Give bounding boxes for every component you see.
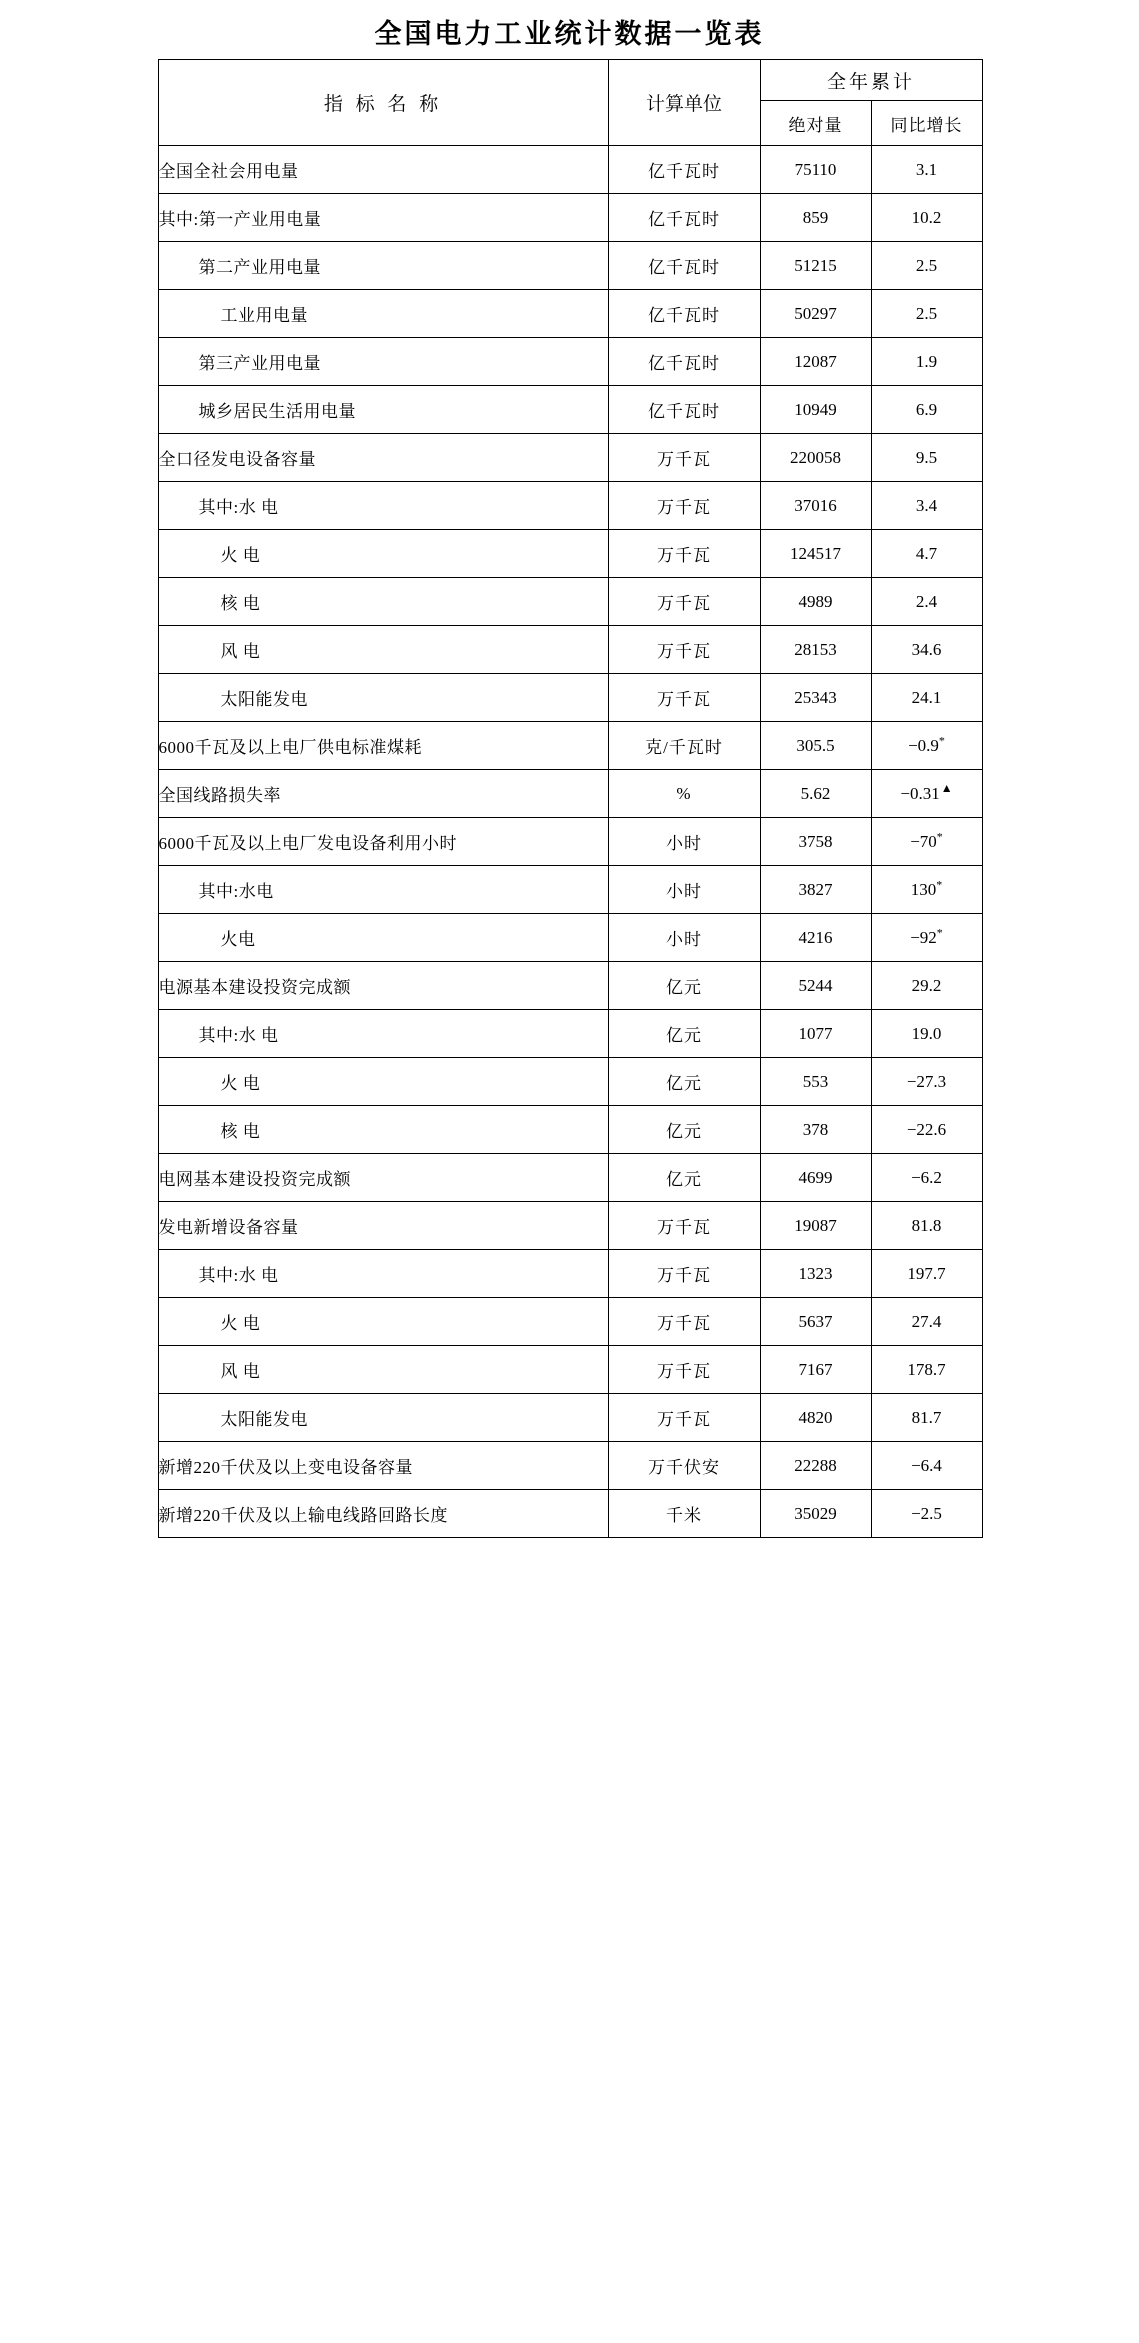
table-row — [158, 962, 982, 1010]
table-row — [158, 1058, 982, 1106]
indicator-name-cell: 太阳能发电 — [158, 674, 608, 722]
indicator-name-cell: 风 电 — [158, 626, 608, 674]
yoy-value: −6.4 — [911, 1455, 942, 1475]
absolute-value-cell: 220058 — [760, 434, 871, 482]
absolute-value-cell: 378 — [760, 1106, 871, 1154]
table-row — [158, 722, 982, 770]
yoy-value-cell — [871, 1202, 982, 1250]
unit-cell: 亿元 — [608, 1154, 760, 1202]
table-row — [158, 818, 982, 866]
table-row — [158, 1490, 982, 1538]
indicator-name-cell: 6000千瓦及以上电厂供电标准煤耗 — [158, 722, 608, 770]
unit-cell: 亿元 — [608, 962, 760, 1010]
unit-cell: 万千瓦 — [608, 482, 760, 530]
absolute-value-cell: 3758 — [760, 818, 871, 866]
yoy-value: −70 — [910, 831, 937, 851]
yoy-value-cell — [871, 1010, 982, 1058]
absolute-value-cell: 22288 — [760, 1442, 871, 1490]
absolute-value-cell: 4216 — [760, 914, 871, 962]
unit-cell: % — [608, 770, 760, 818]
yoy-value: 2.4 — [915, 591, 938, 611]
yoy-value: −92 — [910, 927, 937, 947]
unit-cell: 万千瓦 — [608, 1298, 760, 1346]
absolute-value-cell: 305.5 — [760, 722, 871, 770]
indicator-name-cell: 其中:水 电 — [158, 1010, 608, 1058]
unit-cell: 亿元 — [608, 1106, 760, 1154]
indicator-name-cell: 其中:水 电 — [158, 482, 608, 530]
asterisk-marker-icon: * — [936, 828, 943, 843]
yoy-value-cell — [871, 338, 982, 386]
yoy-value-cell — [871, 482, 982, 530]
unit-cell: 亿元 — [608, 1010, 760, 1058]
absolute-value-cell: 28153 — [760, 626, 871, 674]
indicator-name-cell: 火 电 — [158, 1298, 608, 1346]
table-row — [158, 770, 982, 818]
yoy-value-cell — [871, 146, 982, 194]
table-row — [158, 1106, 982, 1154]
yoy-value-cell — [871, 194, 982, 242]
table-row — [158, 338, 982, 386]
yoy-value: 27.4 — [911, 1311, 942, 1331]
statistics-table-wrapper — [158, 59, 982, 1538]
unit-cell: 万千瓦 — [608, 674, 760, 722]
table-row — [158, 146, 982, 194]
absolute-value-cell: 10949 — [760, 386, 871, 434]
table-header — [158, 60, 982, 146]
table-row — [158, 866, 982, 914]
indicator-name-cell: 电网基本建设投资完成额 — [158, 1154, 608, 1202]
column-header-indicator: 指 标 名 称 — [158, 60, 608, 146]
absolute-value-cell: 4820 — [760, 1394, 871, 1442]
yoy-value-cell — [871, 674, 982, 722]
table-row — [158, 1154, 982, 1202]
page-title: 全国电力工业统计数据一览表 — [374, 19, 765, 49]
absolute-value-cell: 35029 — [760, 1490, 871, 1538]
indicator-name-cell: 火电 — [158, 914, 608, 962]
yoy-value-cell — [871, 386, 982, 434]
absolute-value-cell: 1323 — [760, 1250, 871, 1298]
absolute-value-cell: 5244 — [760, 962, 871, 1010]
yoy-value-cell — [871, 530, 982, 578]
table-row — [158, 194, 982, 242]
yoy-value: 19.0 — [911, 1023, 942, 1043]
unit-cell: 亿千瓦时 — [608, 242, 760, 290]
yoy-value: 9.5 — [915, 447, 938, 467]
table-row — [158, 1202, 982, 1250]
yoy-value: 2.5 — [915, 303, 938, 323]
unit-cell: 万千瓦 — [608, 530, 760, 578]
absolute-value-cell: 19087 — [760, 1202, 871, 1250]
absolute-value-cell: 859 — [760, 194, 871, 242]
unit-cell: 亿千瓦时 — [608, 338, 760, 386]
asterisk-marker-icon: * — [938, 732, 945, 747]
yoy-value-cell — [871, 1106, 982, 1154]
yoy-value: 3.4 — [915, 495, 938, 515]
indicator-name-cell: 工业用电量 — [158, 290, 608, 338]
yoy-value: 178.7 — [907, 1359, 946, 1379]
indicator-name-cell: 火 电 — [158, 530, 608, 578]
indicator-name-cell: 其中:水电 — [158, 866, 608, 914]
yoy-value: 24.1 — [911, 687, 942, 707]
absolute-value-cell: 553 — [760, 1058, 871, 1106]
indicator-name-cell: 电源基本建设投资完成额 — [158, 962, 608, 1010]
indicator-name-cell: 其中:第一产业用电量 — [158, 194, 608, 242]
column-header-absolute: 绝对量 — [760, 101, 871, 146]
indicator-name-cell: 发电新增设备容量 — [158, 1202, 608, 1250]
unit-cell: 万千瓦 — [608, 578, 760, 626]
table-row — [158, 1346, 982, 1394]
yoy-value: 4.7 — [915, 543, 938, 563]
column-header-yoy: 同比增长 — [871, 101, 982, 146]
indicator-name-cell: 新增220千伏及以上输电线路回路长度 — [158, 1490, 608, 1538]
table-row — [158, 1394, 982, 1442]
table-row — [158, 482, 982, 530]
yoy-value-cell — [871, 866, 982, 914]
yoy-value-cell — [871, 1490, 982, 1538]
indicator-name-cell: 全国全社会用电量 — [158, 146, 608, 194]
yoy-value-cell — [871, 818, 982, 866]
unit-cell: 万千瓦 — [608, 1346, 760, 1394]
indicator-name-cell: 全国线路损失率 — [158, 770, 608, 818]
asterisk-marker-icon: * — [936, 876, 943, 891]
absolute-value-cell: 25343 — [760, 674, 871, 722]
yoy-value: 29.2 — [911, 975, 942, 995]
yoy-value: −0.31 — [900, 783, 940, 803]
absolute-value-cell: 51215 — [760, 242, 871, 290]
yoy-value: −2.5 — [911, 1503, 942, 1523]
absolute-value-cell: 7167 — [760, 1346, 871, 1394]
indicator-name-cell: 新增220千伏及以上变电设备容量 — [158, 1442, 608, 1490]
unit-cell: 小时 — [608, 866, 760, 914]
unit-cell: 万千伏安 — [608, 1442, 760, 1490]
yoy-value-cell — [871, 1250, 982, 1298]
asterisk-marker-icon: * — [936, 924, 943, 939]
yoy-value: 81.7 — [911, 1407, 942, 1427]
table-row — [158, 242, 982, 290]
indicator-name-cell: 核 电 — [158, 578, 608, 626]
unit-cell: 亿千瓦时 — [608, 386, 760, 434]
absolute-value-cell: 5.62 — [760, 770, 871, 818]
table-row — [158, 1298, 982, 1346]
unit-cell: 万千瓦 — [608, 1250, 760, 1298]
column-header-unit: 计算单位 — [608, 60, 760, 146]
table-header-row-1 — [158, 60, 982, 101]
yoy-value-cell — [871, 1394, 982, 1442]
indicator-name-cell: 全口径发电设备容量 — [158, 434, 608, 482]
unit-cell: 万千瓦 — [608, 1202, 760, 1250]
indicator-name-cell: 其中:水 电 — [158, 1250, 608, 1298]
table-row — [158, 578, 982, 626]
yoy-value: −6.2 — [911, 1167, 942, 1187]
absolute-value-cell: 12087 — [760, 338, 871, 386]
table-row — [158, 530, 982, 578]
yoy-value-cell — [871, 1058, 982, 1106]
yoy-value: 6.9 — [915, 399, 938, 419]
yoy-value: 3.1 — [915, 159, 938, 179]
unit-cell: 万千瓦 — [608, 434, 760, 482]
absolute-value-cell: 4989 — [760, 578, 871, 626]
absolute-value-cell: 124517 — [760, 530, 871, 578]
yoy-value-cell — [871, 1154, 982, 1202]
unit-cell: 亿元 — [608, 1058, 760, 1106]
unit-cell: 小时 — [608, 818, 760, 866]
unit-cell: 千米 — [608, 1490, 760, 1538]
triangle-marker-icon: ▲ — [940, 780, 953, 795]
yoy-value-cell — [871, 1346, 982, 1394]
yoy-value-cell — [871, 914, 982, 962]
unit-cell: 克/千瓦时 — [608, 722, 760, 770]
unit-cell: 小时 — [608, 914, 760, 962]
yoy-value: 130 — [910, 879, 937, 899]
table-row — [158, 674, 982, 722]
indicator-name-cell: 火 电 — [158, 1058, 608, 1106]
indicator-name-cell: 城乡居民生活用电量 — [158, 386, 608, 434]
column-group-header-year-total: 全年累计 — [760, 60, 982, 101]
table-row — [158, 1442, 982, 1490]
table-row — [158, 434, 982, 482]
yoy-value: −22.6 — [906, 1119, 947, 1139]
table-row — [158, 1250, 982, 1298]
indicator-name-cell: 太阳能发电 — [158, 1394, 608, 1442]
table-row — [158, 1010, 982, 1058]
absolute-value-cell: 4699 — [760, 1154, 871, 1202]
table-row — [158, 290, 982, 338]
unit-cell: 万千瓦 — [608, 626, 760, 674]
indicator-name-cell: 第二产业用电量 — [158, 242, 608, 290]
indicator-name-cell: 第三产业用电量 — [158, 338, 608, 386]
table-row — [158, 626, 982, 674]
yoy-value-cell — [871, 290, 982, 338]
yoy-value: 10.2 — [911, 207, 942, 227]
table-body — [158, 146, 982, 1538]
unit-cell: 万千瓦 — [608, 1394, 760, 1442]
absolute-value-cell: 1077 — [760, 1010, 871, 1058]
statistics-table — [158, 59, 983, 1538]
yoy-value: 197.7 — [907, 1263, 946, 1283]
absolute-value-cell: 3827 — [760, 866, 871, 914]
yoy-value-cell — [871, 578, 982, 626]
indicator-name-cell: 核 电 — [158, 1106, 608, 1154]
yoy-value-cell — [871, 242, 982, 290]
yoy-value: 34.6 — [911, 639, 942, 659]
unit-cell: 亿千瓦时 — [608, 194, 760, 242]
yoy-value-cell — [871, 434, 982, 482]
indicator-name-cell: 6000千瓦及以上电厂发电设备利用小时 — [158, 818, 608, 866]
indicator-name-cell: 风 电 — [158, 1346, 608, 1394]
unit-cell: 亿千瓦时 — [608, 290, 760, 338]
absolute-value-cell: 75110 — [760, 146, 871, 194]
table-row — [158, 386, 982, 434]
yoy-value: 2.5 — [915, 255, 938, 275]
absolute-value-cell: 50297 — [760, 290, 871, 338]
yoy-value-cell — [871, 626, 982, 674]
yoy-value: 81.8 — [911, 1215, 942, 1235]
yoy-value: −0.9 — [908, 735, 939, 755]
yoy-value: 1.9 — [915, 351, 938, 371]
yoy-value-cell — [871, 962, 982, 1010]
yoy-value-cell — [871, 770, 982, 818]
table-row — [158, 914, 982, 962]
yoy-value-cell — [871, 1442, 982, 1490]
absolute-value-cell: 37016 — [760, 482, 871, 530]
yoy-value: −27.3 — [906, 1071, 947, 1091]
yoy-value-cell — [871, 1298, 982, 1346]
unit-cell: 亿千瓦时 — [608, 146, 760, 194]
yoy-value-cell — [871, 722, 982, 770]
absolute-value-cell: 5637 — [760, 1298, 871, 1346]
